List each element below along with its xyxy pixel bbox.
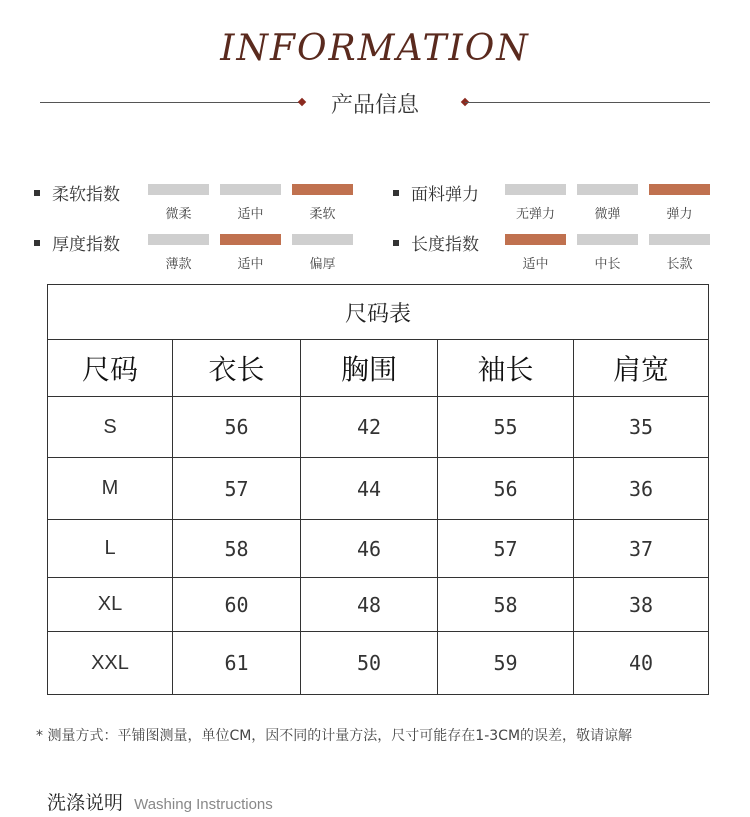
table-row (48, 632, 709, 695)
index-label: 柔软指数 (52, 185, 120, 205)
index-option-label: 薄款 (165, 257, 192, 272)
index-label: 厚度指数 (52, 235, 120, 255)
table-cell: 57 (438, 520, 574, 578)
subtitle-divider (40, 88, 710, 118)
index-bar (220, 184, 281, 195)
index-option-label: 长款 (666, 257, 693, 272)
index-bar (292, 234, 353, 245)
table-cell: 56 (173, 397, 301, 458)
divider-line-left (40, 102, 302, 103)
index-bar (505, 184, 566, 195)
index-option (505, 234, 566, 272)
washing-title-en: Washing Instructions (134, 796, 273, 813)
index-option (148, 184, 209, 222)
index-option (649, 234, 710, 272)
index-bar (649, 184, 710, 195)
index-bar (649, 234, 710, 245)
table-cell: 59 (438, 632, 574, 695)
table-cell: 46 (301, 520, 438, 578)
table-row (48, 458, 709, 520)
index-option (220, 184, 281, 222)
index-option-label: 适中 (522, 257, 549, 272)
index-label: 长度指数 (411, 235, 479, 255)
column-header: 胸围 (301, 340, 438, 397)
page-title: INFORMATION (220, 28, 530, 69)
column-header: 袖长 (438, 340, 574, 397)
index-option (577, 184, 638, 222)
divider-line-right (465, 102, 710, 103)
table-cell: 44 (301, 458, 438, 520)
column-header: 尺码 (48, 340, 173, 397)
index-option (649, 184, 710, 222)
index-label: 面料弹力 (411, 185, 479, 205)
table-cell: XL (48, 578, 173, 632)
section-subtitle: 产品信息 (330, 93, 419, 118)
index-bar (292, 184, 353, 195)
index-bar (577, 184, 638, 195)
index-option-label: 适中 (237, 207, 264, 222)
table-cell: 35 (574, 397, 709, 458)
bullet-icon (34, 240, 40, 246)
table-cell: 37 (574, 520, 709, 578)
table-cell: 42 (301, 397, 438, 458)
table-cell: 56 (438, 458, 574, 520)
table-cell: 38 (574, 578, 709, 632)
table-cell: 50 (301, 632, 438, 695)
index-bar (220, 234, 281, 245)
table-cell: 60 (173, 578, 301, 632)
index-option-label: 适中 (237, 257, 264, 272)
index-bar (577, 234, 638, 245)
table-cell: 55 (438, 397, 574, 458)
index-option (292, 234, 353, 272)
table-row (48, 397, 709, 458)
table-cell: 61 (173, 632, 301, 695)
measurement-note: * 测量方式：平铺图测量，单位CM，因不同的计量方法，尺寸可能存在1-3CM的误差，敬请谅解 (36, 728, 633, 744)
table-cell: 58 (438, 578, 574, 632)
table-cell: 48 (301, 578, 438, 632)
index-thickness (34, 230, 364, 270)
table-cell: 57 (173, 458, 301, 520)
index-bar (505, 234, 566, 245)
divider-diamond-left (298, 98, 306, 106)
index-option-label: 无弹力 (515, 207, 555, 222)
index-option (505, 184, 566, 222)
index-elasticity (393, 180, 723, 220)
index-bar (148, 184, 209, 195)
index-option-label: 偏厚 (309, 257, 336, 272)
index-bar (148, 234, 209, 245)
washing-title-cn: 洗涤说明 (47, 792, 124, 814)
table-cell: S (48, 397, 173, 458)
index-option (577, 234, 638, 272)
index-length (393, 230, 723, 270)
bullet-icon (393, 240, 399, 246)
bullet-icon (393, 190, 399, 196)
index-option (220, 234, 281, 272)
bullet-icon (34, 190, 40, 196)
index-option-label: 微柔 (165, 207, 192, 222)
table-cell: M (48, 458, 173, 520)
index-option-label: 弹力 (666, 207, 693, 222)
table-cell: 36 (574, 458, 709, 520)
size-table-caption: 尺码表 (48, 285, 709, 340)
column-header: 衣长 (173, 340, 301, 397)
index-option-label: 中长 (594, 257, 621, 272)
column-header: 肩宽 (574, 340, 709, 397)
index-option-label: 微弹 (594, 207, 621, 222)
index-option (292, 184, 353, 222)
table-cell: 58 (173, 520, 301, 578)
table-row (48, 520, 709, 578)
index-option-label: 柔软 (309, 207, 336, 222)
size-table (47, 284, 709, 695)
washing-instructions-heading (47, 788, 273, 815)
index-softness (34, 180, 364, 220)
table-cell: XXL (48, 632, 173, 695)
table-cell: 40 (574, 632, 709, 695)
table-cell: L (48, 520, 173, 578)
table-row (48, 578, 709, 632)
index-option (148, 234, 209, 272)
